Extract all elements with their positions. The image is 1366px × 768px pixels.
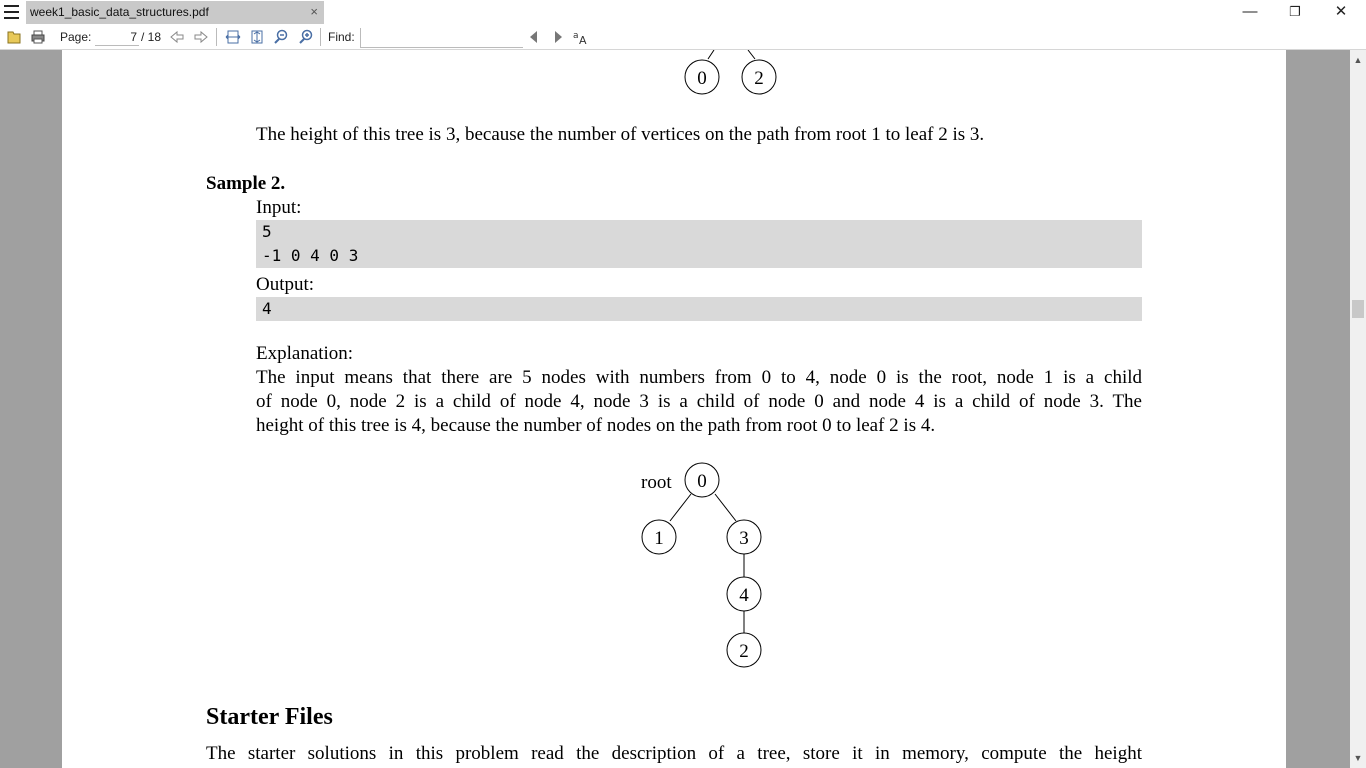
tree-node-label: 2 — [739, 641, 749, 662]
starter-files-text: The starter solutions in this problem read the description of a tree, store it in memory, compute the height — [206, 743, 1142, 764]
find-next-icon[interactable] — [550, 29, 566, 45]
tree-node-label: 3 — [739, 528, 749, 549]
tree-node-label: 0 — [697, 471, 707, 492]
tree-edge — [708, 50, 714, 59]
sample2-heading: Sample 2. — [206, 173, 286, 194]
root-label: root — [641, 472, 672, 493]
tree-node-label: 0 — [697, 68, 707, 89]
vertical-scrollbar[interactable] — [1350, 50, 1366, 768]
fit-width-icon[interactable] — [225, 29, 241, 45]
sample1-height-text: The height of this tree is 3, because the number of vertices on the path from root 1 to leaf 2 is 3. — [256, 124, 985, 145]
fit-page-icon[interactable] — [249, 29, 265, 45]
close-window-button[interactable]: ✕ — [1334, 3, 1348, 20]
output-label: Output: — [256, 274, 315, 295]
explanation-line: of node 0, node 2 is a child of node 4, node 3 is a child of node 0 and node 4 is a child of node 3. The — [256, 391, 1142, 412]
tree-edge — [715, 494, 736, 521]
document-viewer[interactable] — [0, 50, 1350, 768]
toolbar — [0, 25, 1366, 50]
explanation-line: height of this tree is 4, because the number of nodes on the path from root 0 to leaf 2 is 4. — [256, 415, 936, 436]
toolbar-separator — [320, 28, 321, 46]
tree-edge — [670, 494, 691, 521]
explanation-line: The input means that there are 5 nodes with numbers from 0 to 4, node 0 is the root, node 1 is a child — [256, 367, 1142, 388]
match-case-icon[interactable] — [573, 29, 589, 45]
hamburger-menu-icon[interactable] — [4, 5, 19, 19]
open-file-icon[interactable] — [6, 29, 22, 45]
scroll-down-icon[interactable]: ▼ — [1353, 753, 1363, 763]
tab-close-icon[interactable]: × — [310, 4, 318, 19]
page-number-input[interactable] — [95, 28, 139, 46]
starter-files-heading: Starter Files — [206, 704, 333, 730]
input-label: Input: — [256, 197, 302, 218]
tree-node-label: 4 — [739, 585, 749, 606]
print-icon[interactable] — [30, 29, 46, 45]
zoom-in-icon[interactable] — [298, 29, 314, 45]
output-code-block — [256, 297, 1142, 321]
previous-page-icon[interactable] — [169, 29, 185, 45]
input-code-block — [256, 220, 1142, 268]
svg-text:a: a — [573, 31, 579, 41]
page-total: / 18 — [141, 30, 162, 44]
tree-edge — [748, 50, 755, 59]
find-label: Find: — [328, 30, 355, 44]
tree-node-label: 1 — [654, 528, 664, 549]
page-label: Page: — [60, 30, 92, 44]
toolbar-separator — [216, 28, 217, 46]
next-page-icon[interactable] — [193, 29, 209, 45]
find-input[interactable] — [360, 28, 523, 48]
tab-title: week1_basic_data_structures.pdf — [30, 5, 209, 19]
sample1-tree-fragment — [672, 50, 802, 100]
title-bar — [0, 0, 1366, 25]
scroll-up-icon[interactable]: ▲ — [1353, 55, 1363, 65]
find-previous-icon[interactable] — [526, 29, 542, 45]
scrollbar-thumb[interactable] — [1352, 300, 1364, 318]
document-tab[interactable] — [26, 1, 324, 24]
minimize-button[interactable]: — — [1242, 3, 1258, 20]
restore-button[interactable]: ❐ — [1289, 4, 1301, 19]
input-line: 5 — [262, 222, 272, 241]
explanation-label: Explanation: — [256, 343, 354, 364]
pdf-page — [62, 50, 1286, 768]
zoom-out-icon[interactable] — [273, 29, 289, 45]
input-line: -1 0 4 0 3 — [262, 246, 359, 265]
svg-text:A: A — [579, 34, 587, 45]
tree-node-label: 2 — [754, 68, 764, 89]
output-line: 4 — [262, 299, 272, 318]
sample2-tree-diagram — [632, 458, 782, 673]
